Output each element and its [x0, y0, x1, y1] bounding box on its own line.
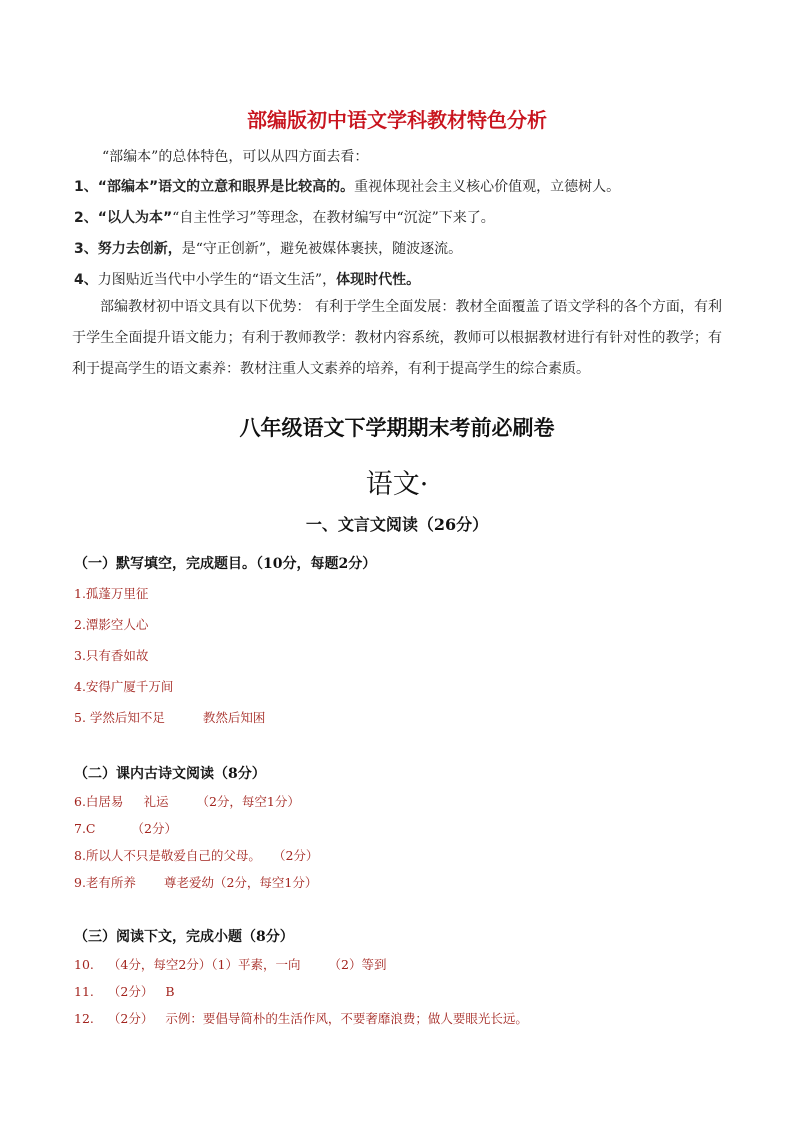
answer-11-b: B: [165, 984, 175, 999]
part1-heading: （一）默写填空，完成题目。（10分，每题2分）: [74, 556, 377, 572]
answer-1: 1.孤蓬万里征: [74, 586, 149, 601]
point-4-rest: 力图贴近当代中小学生的“语文生活”，: [97, 272, 337, 288]
answer-10-a: （4分，每空2分）（1）平素，一向: [107, 957, 301, 972]
point-3: [74, 238, 462, 258]
section-heading: 一、文言文阅读（26分）: [305, 515, 489, 534]
answer-7: [74, 819, 177, 837]
advantages-paragraph: 部编教材初中语文具有以下优势： 有利于学生全面发展：教材全面覆盖了语文学科的各个方面，有利于学生全面提升语文能力；有利于教师教学：教材内容系统，教师可以根据教材进行有针对性的教学；有利于提高学生的语文素养：教材注重人文素养的培养，有利于提高学生的综合素质。: [72, 299, 722, 377]
point-2: [74, 207, 495, 227]
point-3-bold: 3、努力去创新，: [74, 241, 182, 257]
answer-5-second: 教然后知困: [202, 710, 266, 725]
answer-12-b: 示例：要倡导简朴的生活作风，不要奢靡浪费；做人要眼光长远。: [165, 1011, 528, 1026]
point-1: [74, 176, 620, 196]
answer-9: [74, 873, 317, 891]
answer-6-a: 6.白居易: [74, 794, 124, 809]
answer-7-a: 7.C: [74, 821, 96, 836]
answer-2: 2.潭影空人心: [74, 617, 149, 632]
answer-12: [74, 1009, 528, 1027]
exam-title: 八年级语文下学期期末考前必刷卷: [239, 416, 555, 440]
answer-4: 4.安得广厦千万间: [74, 679, 174, 694]
answer-7-b: （2分）: [131, 821, 177, 836]
answer-12-a: （2分）: [107, 1011, 154, 1026]
answer-5-first: 5. 学然后知不足: [74, 710, 165, 725]
part3-heading: （三）阅读下文，完成小题（8分）: [74, 929, 294, 945]
answer-8-b: （2分）: [272, 848, 319, 863]
part2-heading: （二）课内古诗文阅读（8分）: [74, 766, 266, 782]
point-4-bold: 4、: [74, 272, 98, 288]
subject-label: 语文·: [365, 469, 429, 500]
answer-10: [74, 955, 386, 973]
analysis-title: 部编版初中语文学科教材特色分析: [247, 108, 547, 132]
intro-text: “部编本”的总体特色，可以从四方面去看：: [102, 149, 369, 165]
answer-8-a: 8.所以人不只是敬爱自己的父母。: [74, 848, 261, 863]
answer-11-a: （2分）: [107, 984, 154, 999]
point-2-rest: “自主性学习”等理念，在教材编写中“沉淀”下来了。: [172, 210, 495, 226]
answer-9-a: 9.老有所养: [74, 875, 136, 890]
answer-9-b: 尊老爱幼（2分，每空1分）: [163, 875, 318, 890]
point-4-bold2: 体现时代性。: [336, 272, 421, 288]
answer-10-num: 10.: [74, 957, 94, 972]
answer-6-b: 礼运: [143, 794, 169, 809]
answer-8: [74, 846, 318, 864]
answer-6: [74, 792, 300, 810]
answer-5: [74, 708, 265, 726]
answer-10-b: （2）等到: [328, 957, 387, 972]
point-2-bold: 2、“以人为本”: [74, 210, 173, 226]
point-1-bold: 1、“部编本”语文的立意和眼界是比较高的。: [74, 179, 355, 195]
answer-11-num: 11.: [74, 984, 94, 999]
point-1-rest: 重视体现社会主义核心价值观，立德树人。: [354, 179, 621, 195]
point-3-rest: 是“守正创新”，避免被媒体裹挟，随波逐流。: [181, 241, 463, 257]
answer-11: [74, 982, 175, 1000]
answer-6-c: （2分，每空1分）: [196, 794, 300, 809]
answer-12-num: 12.: [74, 1011, 94, 1026]
answer-3: 3.只有香如故: [74, 648, 149, 663]
point-4: [74, 269, 420, 289]
